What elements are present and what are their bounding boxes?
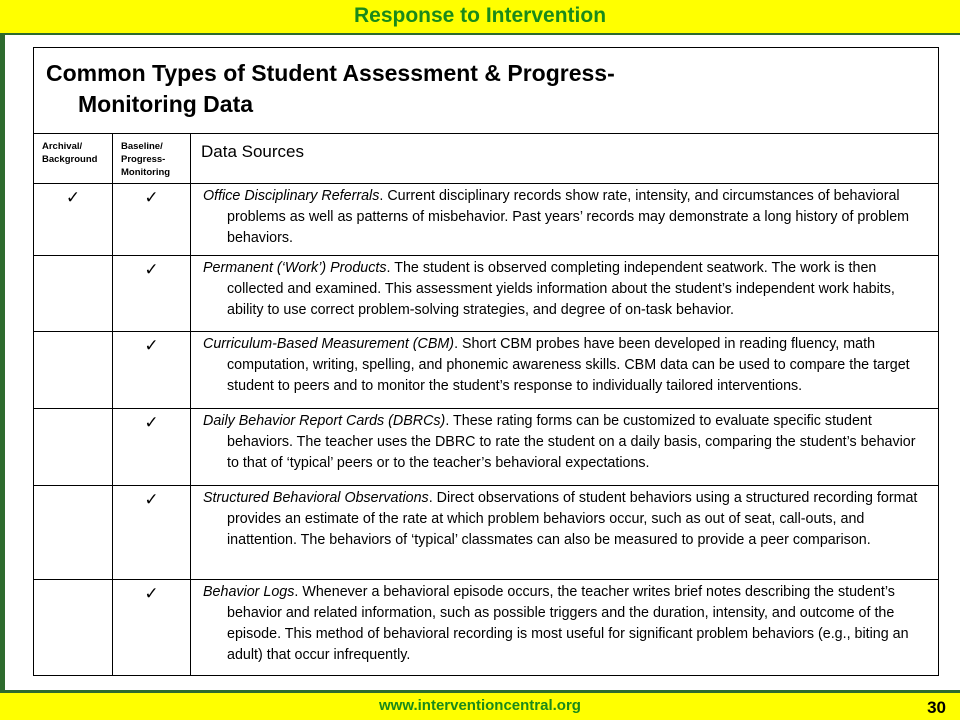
data-source-paragraph: [203, 258, 930, 321]
data-source-description: [191, 256, 939, 332]
data-source-name: Curriculum-Based Measurement (CBM): [203, 336, 455, 352]
column-header-baseline-line3: Monitoring: [121, 167, 171, 178]
column-header-archival: [34, 134, 113, 184]
checkmark-icon: ✓: [65, 188, 81, 208]
archival-check-cell: [34, 409, 113, 486]
table-title-line1: Common Types of Student Assessment & Progress-: [46, 60, 615, 86]
table-row: [34, 580, 939, 676]
data-source-name: Daily Behavior Report Cards (DBRCs): [203, 413, 446, 429]
header-divider: [0, 33, 960, 35]
table-title: [34, 48, 939, 134]
archival-check-cell: [34, 486, 113, 580]
baseline-check-cell: [113, 184, 191, 256]
data-source-description: [191, 580, 939, 676]
data-source-name: Office Disciplinary Referrals: [203, 188, 380, 204]
data-source-paragraph: [203, 488, 930, 551]
left-border-line: [0, 35, 5, 690]
page-number: 30: [927, 698, 946, 717]
archival-check-cell: [34, 184, 113, 256]
data-source-description: [191, 332, 939, 409]
checkmark-icon: ✓: [144, 413, 159, 433]
table-row: [34, 256, 939, 332]
baseline-check-cell: [113, 409, 191, 486]
archival-check-cell: [34, 580, 113, 676]
data-source-text: . Current disciplinary records show rate, intensity, and circumstances of behavioral problems as well as patterns of misbehavior. Past years’ records may demonstrate a long history of problem behaviors.: [227, 188, 910, 246]
baseline-check-cell: [113, 580, 191, 676]
footer-divider: [0, 690, 960, 693]
data-source-text: . These rating forms can be customized to evaluate specific student behaviors. The teacher uses the DBRC to rate the student on a daily basis, comparing the student’s behavior to that of ‘typical’ peers or to the teacher’s behavioral expectations.: [227, 413, 916, 471]
data-source-text: . Whenever a behavioral episode occurs, the teacher writes brief notes describing the student’s behavior and related information, such as possible triggers and the duration, intensity, and outcome of the episode. This method of behavioral recording is most useful for significant problem behaviors (e.g., biting an adult) that occur infrequently.: [227, 584, 909, 663]
table-row: [34, 184, 939, 256]
archival-check-cell: [34, 256, 113, 332]
data-source-text: . Direct observations of student behaviors using a structured recording format provides an estimate of the rate at which problem behaviors occur, such as out of seat, call-outs, and inattention. The behaviors of ‘typical’ classmates can also be measured to provide a peer comparison.: [227, 490, 918, 548]
table-body: [34, 184, 939, 676]
data-source-name: Behavior Logs: [203, 584, 295, 600]
checkmark-icon: ✓: [144, 336, 159, 356]
column-header-archival-line2: Background: [42, 154, 98, 165]
data-source-paragraph: [203, 334, 930, 397]
table-row: [34, 332, 939, 409]
header-title: Response to Intervention: [353, 4, 607, 27]
column-header-data-sources: Data Sources: [191, 134, 939, 184]
checkmark-icon: ✓: [144, 260, 159, 280]
data-source-name: Structured Behavioral Observations: [203, 490, 429, 506]
column-header-baseline: [113, 134, 191, 184]
data-source-paragraph: [203, 411, 930, 474]
data-source-paragraph: [203, 582, 930, 666]
table-header-row: [34, 134, 939, 184]
baseline-check-cell: [113, 486, 191, 580]
checkmark-icon: ✓: [144, 490, 159, 510]
data-source-paragraph: [203, 186, 930, 249]
data-source-description: [191, 486, 939, 580]
assessment-table: [33, 47, 939, 676]
data-source-description: [191, 184, 939, 256]
footer-url[interactable]: www.interventioncentral.org: [379, 697, 581, 714]
table-title-line2: Monitoring Data: [78, 91, 254, 117]
checkmark-icon: ✓: [144, 188, 159, 208]
data-source-text: . The student is observed completing independent seatwork. The work is then collected and examined. This assessment yields information about the student’s independent work habits, ability to use correct problem-solving strategies, and degree of on-task behavior.: [227, 260, 895, 318]
data-source-description: [191, 409, 939, 486]
column-header-baseline-line1: Baseline/: [121, 141, 163, 152]
archival-check-cell: [34, 332, 113, 409]
baseline-check-cell: [113, 256, 191, 332]
assessment-table-container: [33, 47, 938, 676]
checkmark-icon: ✓: [144, 584, 159, 604]
baseline-check-cell: [113, 332, 191, 409]
table-row: [34, 486, 939, 580]
table-row: [34, 409, 939, 486]
data-source-text: . Short CBM probes have been developed in reading fluency, math computation, writing, spelling, and phonemic awareness skills. CBM data can be used to compare the target student to peers and to monitor the student’s response to individually tailored interventions.: [227, 336, 910, 394]
table-title-row: [34, 48, 939, 134]
column-header-baseline-line2: Progress-: [121, 154, 166, 165]
data-source-name: Permanent (‘Work’) Products: [203, 260, 387, 276]
column-header-archival-line1: Archival/: [42, 141, 83, 152]
